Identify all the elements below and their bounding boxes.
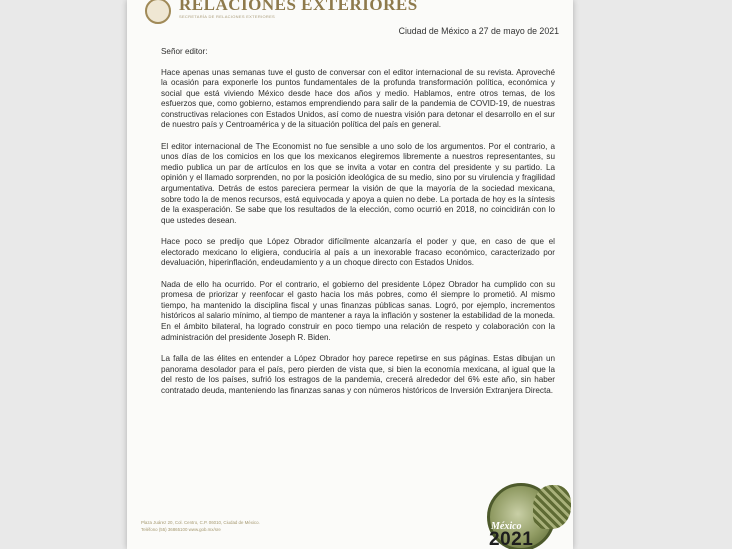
paragraph: Nada de ello ha ocurrido. Por el contrario, el gobierno del presidente López Obrador ha cumplido con su promesa de priorizar y reenfocar el gasto hacia los más pobres, como él siempre lo prometió. Al mismo tiempo, ha mantenido la disciplina fiscal y unas finanzas públicas sanas. Logró, por ejemplo, incrementos históricos al salario mínimo, al tiempo de mantener a raya la inflación y sostener la estabilidad de la moneda. En el ámbito bilateral, ha logrado construir en poco tiempo una relación de respeto y colaboración con la administración del presidente Joseph R. Biden. <box>161 279 555 342</box>
logo-year-text: 2021 <box>489 529 534 549</box>
footer-contact: Teléfono (55) 36865100 www.gob.mx/sre <box>141 527 221 532</box>
letter-body <box>161 47 555 407</box>
paragraph: Hace apenas unas semanas tuve el gusto de conversar con el editor internacional de su revista. Aproveché la ocasión para exponerle los puntos fundamentales de la profunda transformación política, económica y social que está viviendo México desde hace dos años y medio. Hablamos, entre otros temas, de los esfuerzos que, como gobierno, estamos emprendiendo para salir de la pandemia de COVID-19, de nuestras constructivas relaciones con Estados Unidos, así como de nuestra visión para detonar el desarrollo en el sur de nuestro país y Centroamérica y de la situación política del país en general. <box>161 67 555 130</box>
footer-address: Plaza Juárez 20, Col. Centro, C.P. 06010, Ciudad de México. <box>141 520 260 525</box>
feathered-serpent-icon <box>533 485 571 529</box>
letterhead <box>145 0 418 24</box>
paragraph: El editor internacional de The Economist no fue sensible a uno solo de los argumentos. Por el contrario, a unos días de los comicios en los que los mexicanos elegiremos libremente a nuestros representantes, su medio publica un par de artículos en los que se invita a votar en contra del presidente y su partido. La opinión y el llamado sorprenden, no por la posición ideológica de su medio, sino por su virulencia y fragilidad argumentativa. Detrás de estos pareciera permear la visión de que la mayoría de la sociedad mexicana, sobre todo la de menos recursos, está equivocada y apoya a quien no debe. La portada de hoy es la síntesis de la exasperación. Se sabe que los resultados de la elección, como ocurrió en 2018, no coincidirán con lo que ustedes desean. <box>161 141 555 225</box>
org-subtitle: SECRETARÍA DE RELACIONES EXTERIORES <box>179 14 276 19</box>
letterhead-text <box>179 0 418 19</box>
logo-mexico-text: México <box>491 521 522 532</box>
salutation: Señor editor: <box>161 47 208 56</box>
letter-page <box>127 0 573 549</box>
org-name: RELACIONES EXTERIORES <box>179 0 418 14</box>
letter-date: Ciudad de México a 27 de mayo de 2021 <box>398 26 559 36</box>
national-seal-icon <box>145 0 171 24</box>
paragraph: Hace poco se predijo que López Obrador difícilmente alcanzaría el poder y que, en caso de que el electorado mexicano lo eligiera, conduciría al país a un inexorable fracaso económico, caracterizado por devaluación, hiperinflación, endeudamiento y a un choque directo con Estados Unidos. <box>161 237 555 268</box>
footer-address-block <box>141 519 260 533</box>
mexico-2021-logo <box>477 483 573 549</box>
paragraph: La falla de las élites en entender a López Obrador hoy parece repetirse en sus páginas. Estas dibujan un panorama desolador para el país, pero pierden de vista que, si bien la economía mexicana, al igual que la del resto de los países, sufrió los estragos de la pandemia, crecerá alrededor del 6% este año, sin haber contratado deuda, manteniendo las finanzas sanas y con números históricos de Inversión Extranjera Directa. <box>161 354 555 395</box>
